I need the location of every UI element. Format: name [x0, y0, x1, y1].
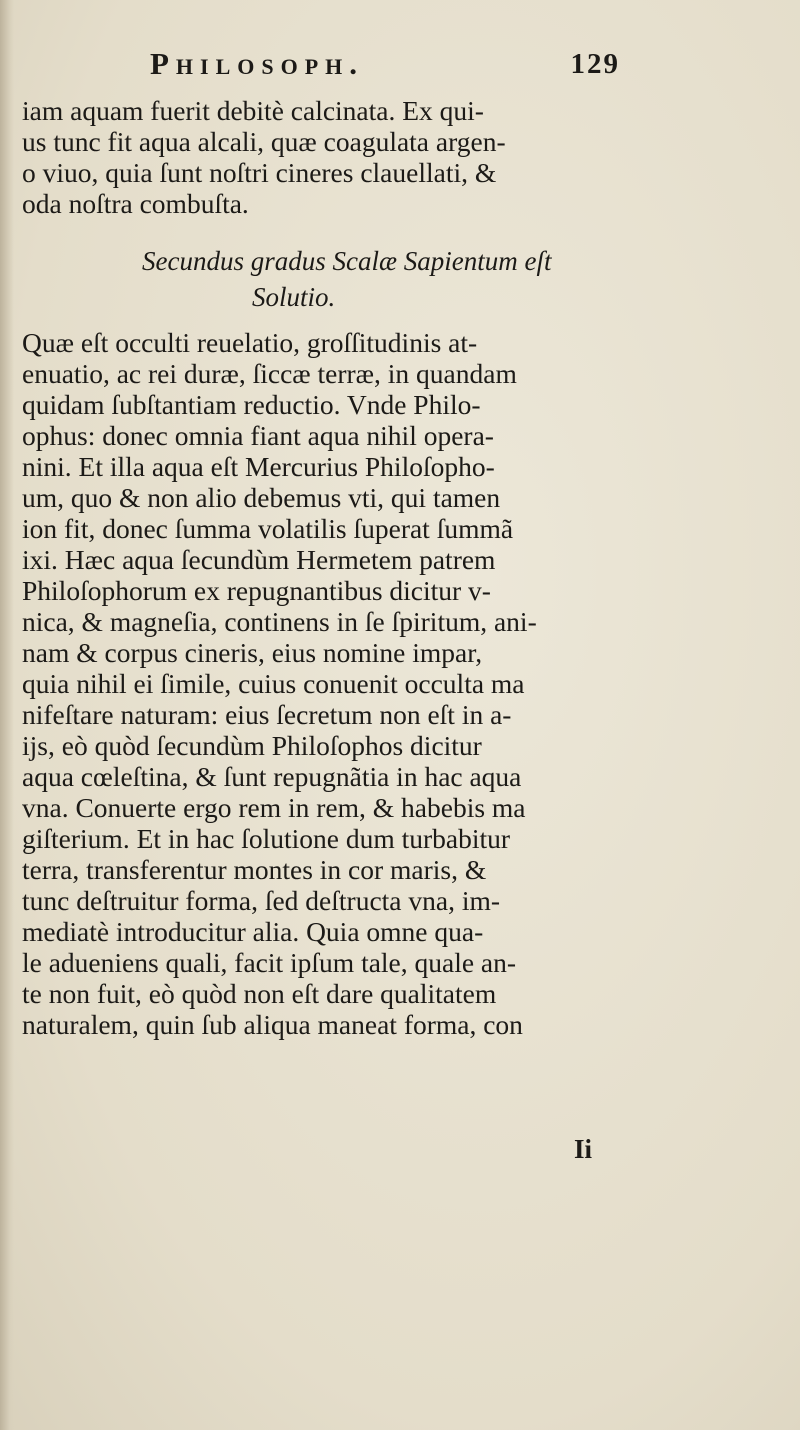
text-line: tunc deſtruitur forma, ſed deſtructa vna, im-	[22, 885, 501, 916]
text-line: nini. Et illa aqua eſt Mercurius Philoſopho-	[22, 451, 495, 482]
section-heading	[22, 243, 682, 315]
text-line: us tunc fit aqua alcali, quæ coagulata argen-	[22, 126, 506, 157]
section-heading-line-2: Solutio.	[252, 282, 336, 312]
text-line: naturalem, quin ſub aliqua maneat forma, con	[22, 1009, 523, 1040]
text-line: vna. Conuerte ergo rem in rem, & habebis ma	[22, 792, 526, 823]
running-title: Philosoph.	[150, 46, 365, 81]
paragraph-1	[22, 95, 682, 219]
text-line: um, quo & non alio debemus vti, qui tamen	[22, 482, 501, 513]
text-block	[0, 95, 682, 1040]
text-line: Quæ eſt occulti reuelatio, groſſitudinis at-	[22, 327, 478, 358]
text-line: ijs, eò quòd ſecundùm Philoſophos dicitur	[22, 730, 482, 761]
page-number: 129	[570, 48, 620, 80]
text-line: nica, & magneſia, continens in ſe ſpiritum, ani-	[22, 606, 537, 637]
text-line: terra, transferentur montes in cor maris, &	[22, 854, 487, 885]
text-line: nam & corpus cineris, eius nomine impar,	[22, 637, 483, 668]
text-line: le adueniens quali, facit ipſum tale, quale an-	[22, 947, 517, 978]
text-line: ophus: donec omnia fiant aqua nihil opera-	[22, 420, 494, 451]
text-line: ion fit, donec ſumma volatilis ſuperat ſummã	[22, 513, 514, 544]
text-line: nifeſtare naturam: eius ſecretum non eſt in a-	[22, 699, 512, 730]
text-line: oda noſtra combuſta.	[22, 188, 249, 219]
text-line: quia nihil ei ſimile, cuius conuenit occulta ma	[22, 668, 525, 699]
text-line: giſterium. Et in hac ſolutione dum turbabitur	[22, 823, 511, 854]
text-line: iam aquam fuerit debitè calcinata. Ex qui-	[22, 95, 484, 126]
text-line: o viuo, quia ſunt noſtri cineres clauellati, &	[22, 157, 497, 188]
section-heading-line-1: Secundus gradus Scalæ Sapientum eſt	[142, 246, 552, 276]
text-line: te non fuit, eò quòd non eſt dare qualitatem	[22, 978, 497, 1009]
text-line: ixi. Hæc aqua ſecundùm Hermetem patrem	[22, 544, 496, 575]
paragraph-2	[22, 327, 682, 1040]
signature-mark: Ii	[574, 1134, 593, 1164]
text-line: quidam ſubſtantiam reductio. Vnde Philo-	[22, 389, 481, 420]
text-line: aqua cœleſtina, & ſunt repugnãtia in hac aqua	[22, 761, 522, 792]
text-line: Philoſophorum ex repugnantibus dicitur v-	[22, 575, 491, 606]
running-head	[150, 46, 620, 94]
text-line: mediatè introducitur alia. Quia omne qua-	[22, 916, 484, 947]
text-line: enuatio, ac rei duræ, ſiccæ terræ, in quandam	[22, 358, 517, 389]
